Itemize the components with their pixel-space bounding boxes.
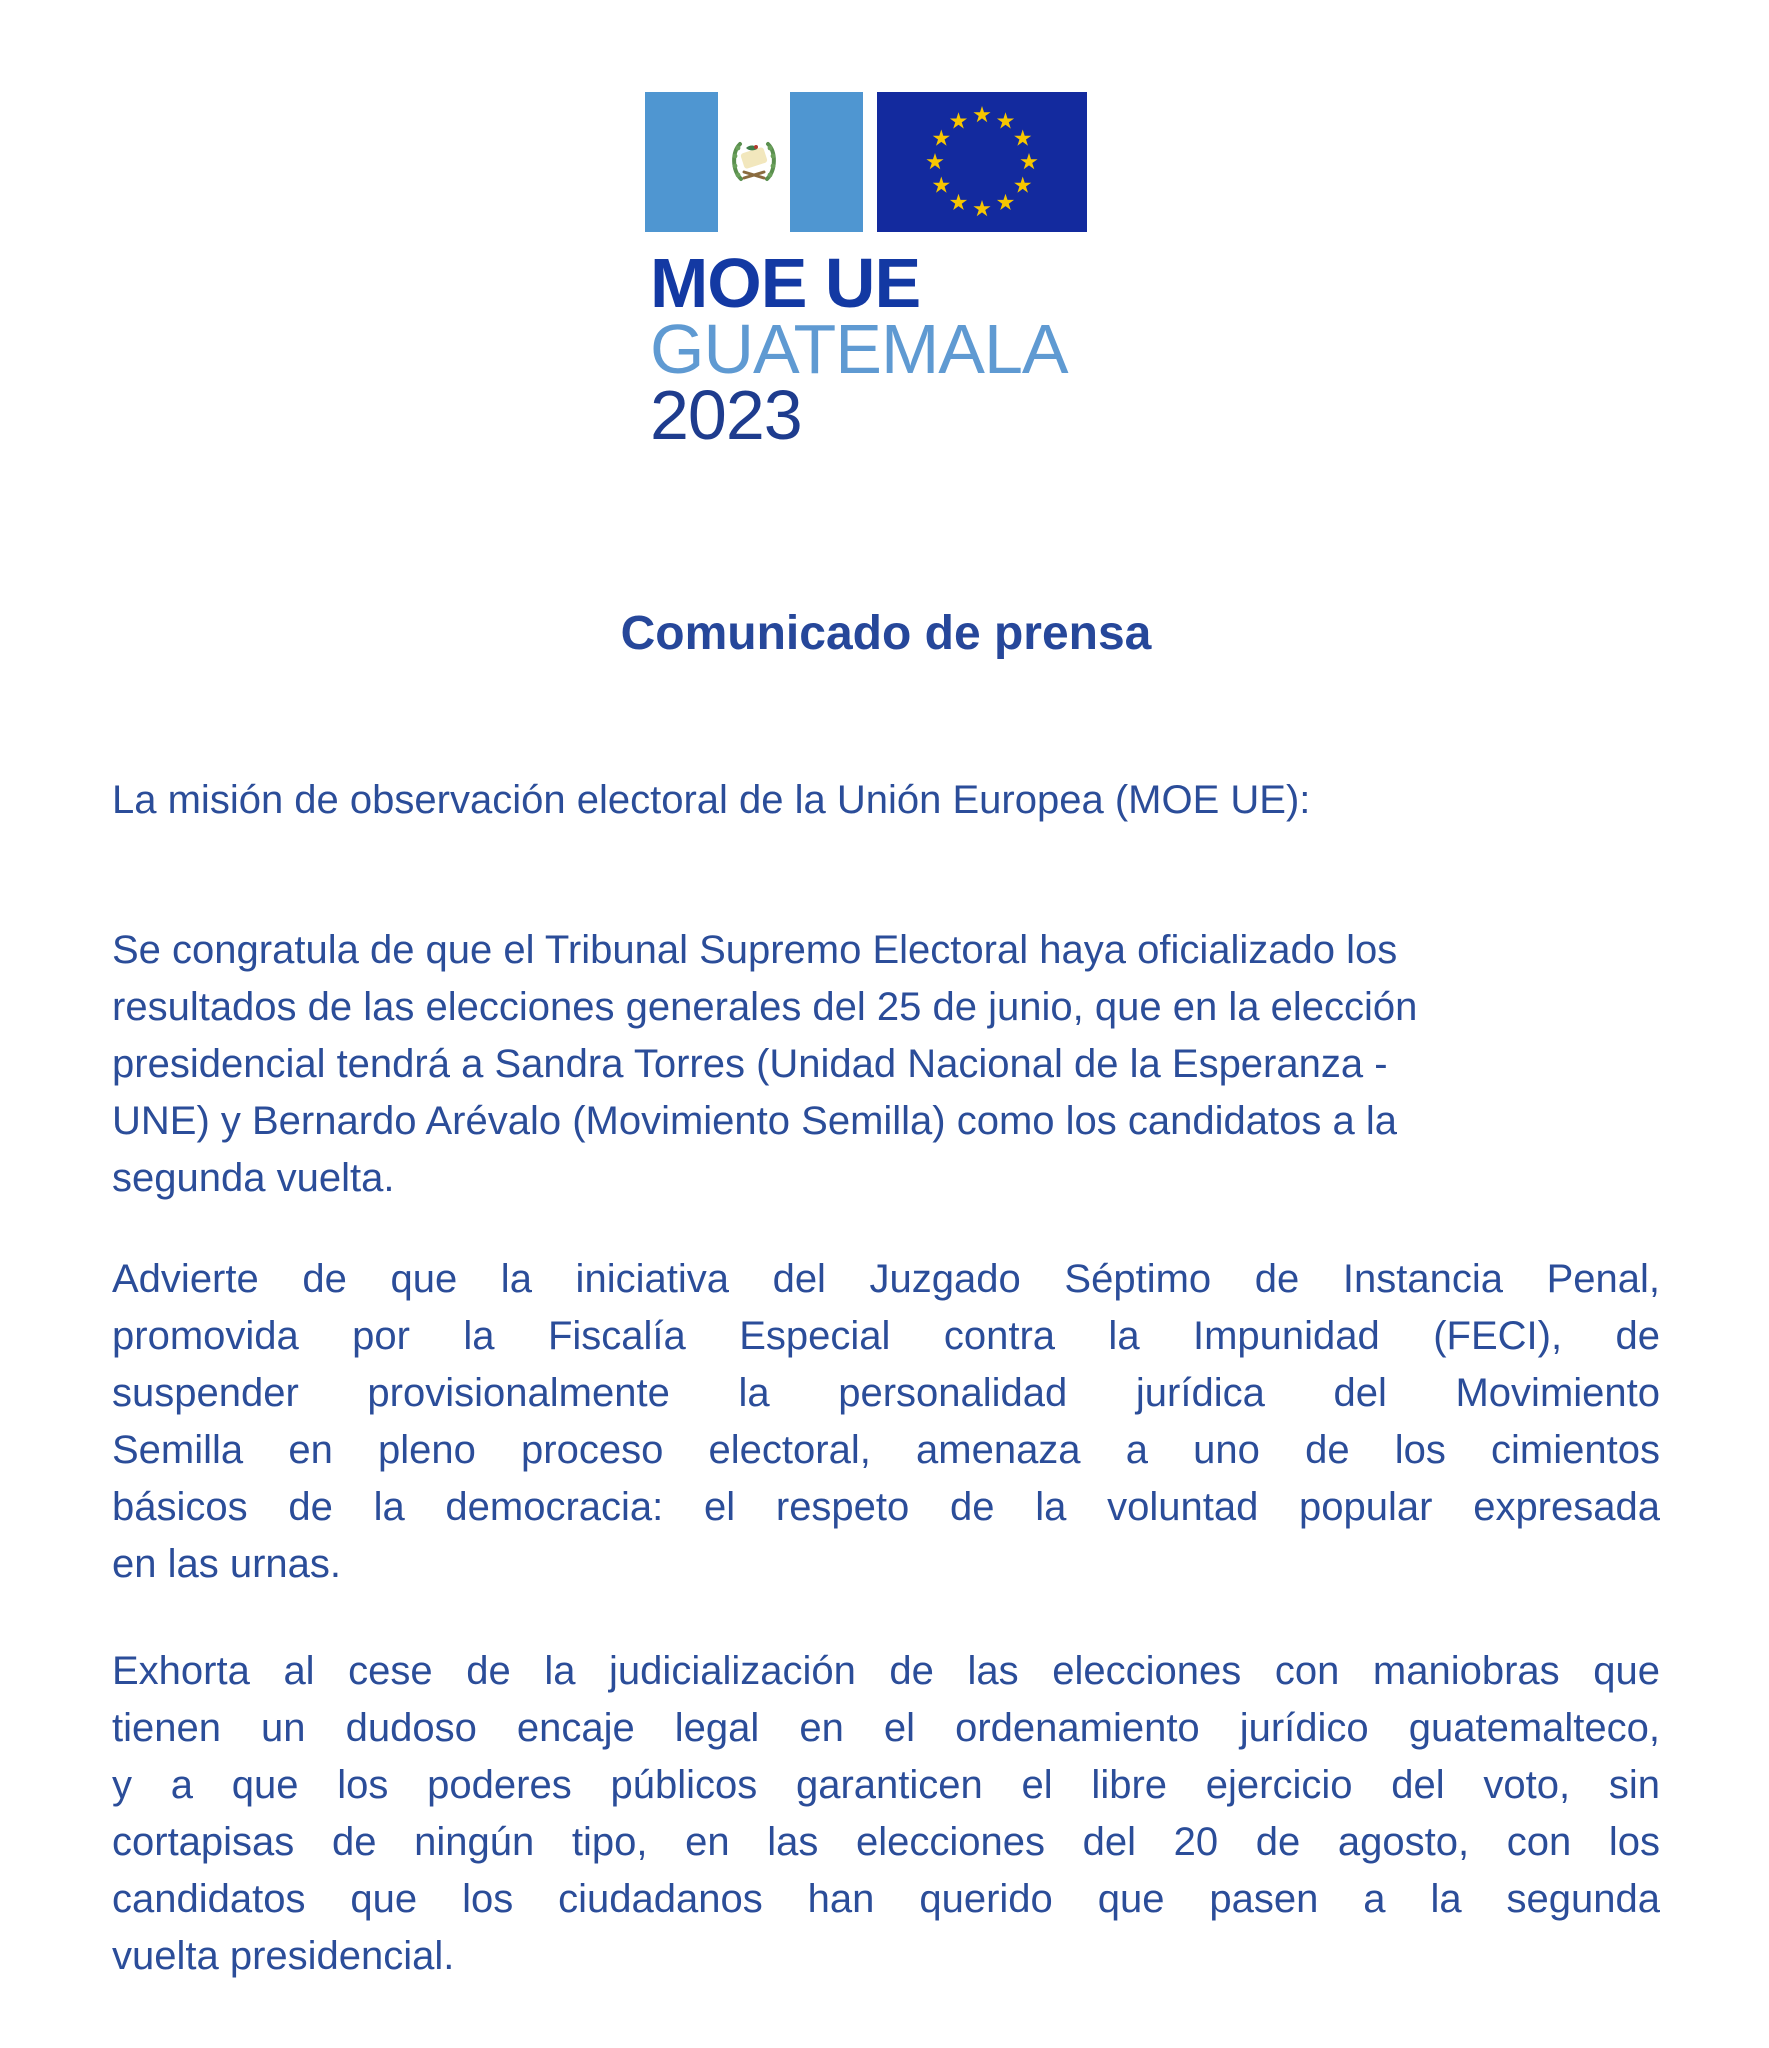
eu-star-icon xyxy=(973,106,990,122)
mission-logo-wordmark xyxy=(650,244,1068,454)
guatemala-flag xyxy=(645,92,863,232)
paragraph-line: Advierte de que la iniciativa del Juzgado Séptimo de Instancia Penal, xyxy=(112,1257,1660,1301)
paragraph-line: tienen un dudoso encaje legal en el ordenamiento jurídico guatemalteco, xyxy=(112,1706,1660,1750)
paragraph-line: Exhorta al cese de la judicialización de las elecciones con maniobras que xyxy=(112,1649,1660,1693)
eu-star-icon xyxy=(926,153,943,169)
paragraph xyxy=(112,1251,1660,1593)
paragraph xyxy=(112,1643,1660,1985)
paragraph-line: candidatos que los ciudadanos han querido que pasen a la segunda xyxy=(112,1877,1660,1921)
eu-star-icon xyxy=(1014,130,1031,146)
paragraph-line: promovida por la Fiscalía Especial contra la Impunidad (FECI), de xyxy=(112,1314,1660,1358)
paragraph-line: presidencial tendrá a Sandra Torres (Unidad Nacional de la Esperanza - xyxy=(112,1042,1388,1086)
eu-star-icon xyxy=(950,112,967,128)
paragraph-line: cortapisas de ningún tipo, en las elecciones del 20 de agosto, con los xyxy=(112,1820,1660,1864)
paragraph-line: UNE) y Bernardo Arévalo (Movimiento Semilla) como los candidatos a la xyxy=(112,1099,1397,1143)
eu-flag xyxy=(877,92,1087,232)
eu-star-icon xyxy=(950,194,967,210)
guatemala-coat-of-arms-icon xyxy=(726,136,782,188)
eu-star-icon xyxy=(933,177,950,193)
paragraph-line: segunda vuelta. xyxy=(112,1156,395,1200)
paragraph-line: en las urnas. xyxy=(112,1542,342,1586)
eu-star-icon xyxy=(933,130,950,146)
eu-star-icon xyxy=(997,112,1014,128)
paragraph-line: Semilla en pleno proceso electoral, amenaza a uno de los cimientos xyxy=(112,1428,1660,1472)
guatemala-flag-stripe-left xyxy=(645,92,718,232)
paragraph-line: La misión de observación electoral de la Unión Europea (MOE UE): xyxy=(112,778,1311,822)
logo-line-guatemala: GUATEMALA xyxy=(650,310,1068,388)
paragraph-line: vuelta presidencial. xyxy=(112,1934,455,1978)
guatemala-flag-stripe-right xyxy=(790,92,863,232)
logo-line-moe-ue: MOE UE xyxy=(650,244,921,322)
eu-star-icon xyxy=(997,194,1014,210)
paragraph-line: Se congratula de que el Tribunal Supremo Electoral haya oficializado los xyxy=(112,928,1398,972)
paragraph-line: resultados de las elecciones generales del 25 de junio, que en la elección xyxy=(112,985,1418,1029)
document-body xyxy=(112,772,1660,1985)
logo-line-2023: 2023 xyxy=(650,376,802,454)
eu-star-icon xyxy=(973,200,990,216)
paragraph-line: suspender provisionalmente la personalidad jurídica del Movimiento xyxy=(112,1371,1660,1415)
page-title: Comunicado de prensa xyxy=(620,607,1152,660)
paragraph xyxy=(112,922,1660,1207)
paragraph xyxy=(112,772,1660,829)
paragraph-line: y a que los poderes públicos garanticen el libre ejercicio del voto, sin xyxy=(112,1763,1660,1807)
eu-flag-stars xyxy=(877,92,1087,232)
guatemala-flag-stripe-center xyxy=(718,92,791,232)
document-content xyxy=(112,605,1660,1985)
paragraph-line: básicos de la democracia: el respeto de la voluntad popular expresada xyxy=(112,1485,1660,1529)
eu-star-icon xyxy=(1020,153,1037,169)
eu-star-icon xyxy=(1014,177,1031,193)
